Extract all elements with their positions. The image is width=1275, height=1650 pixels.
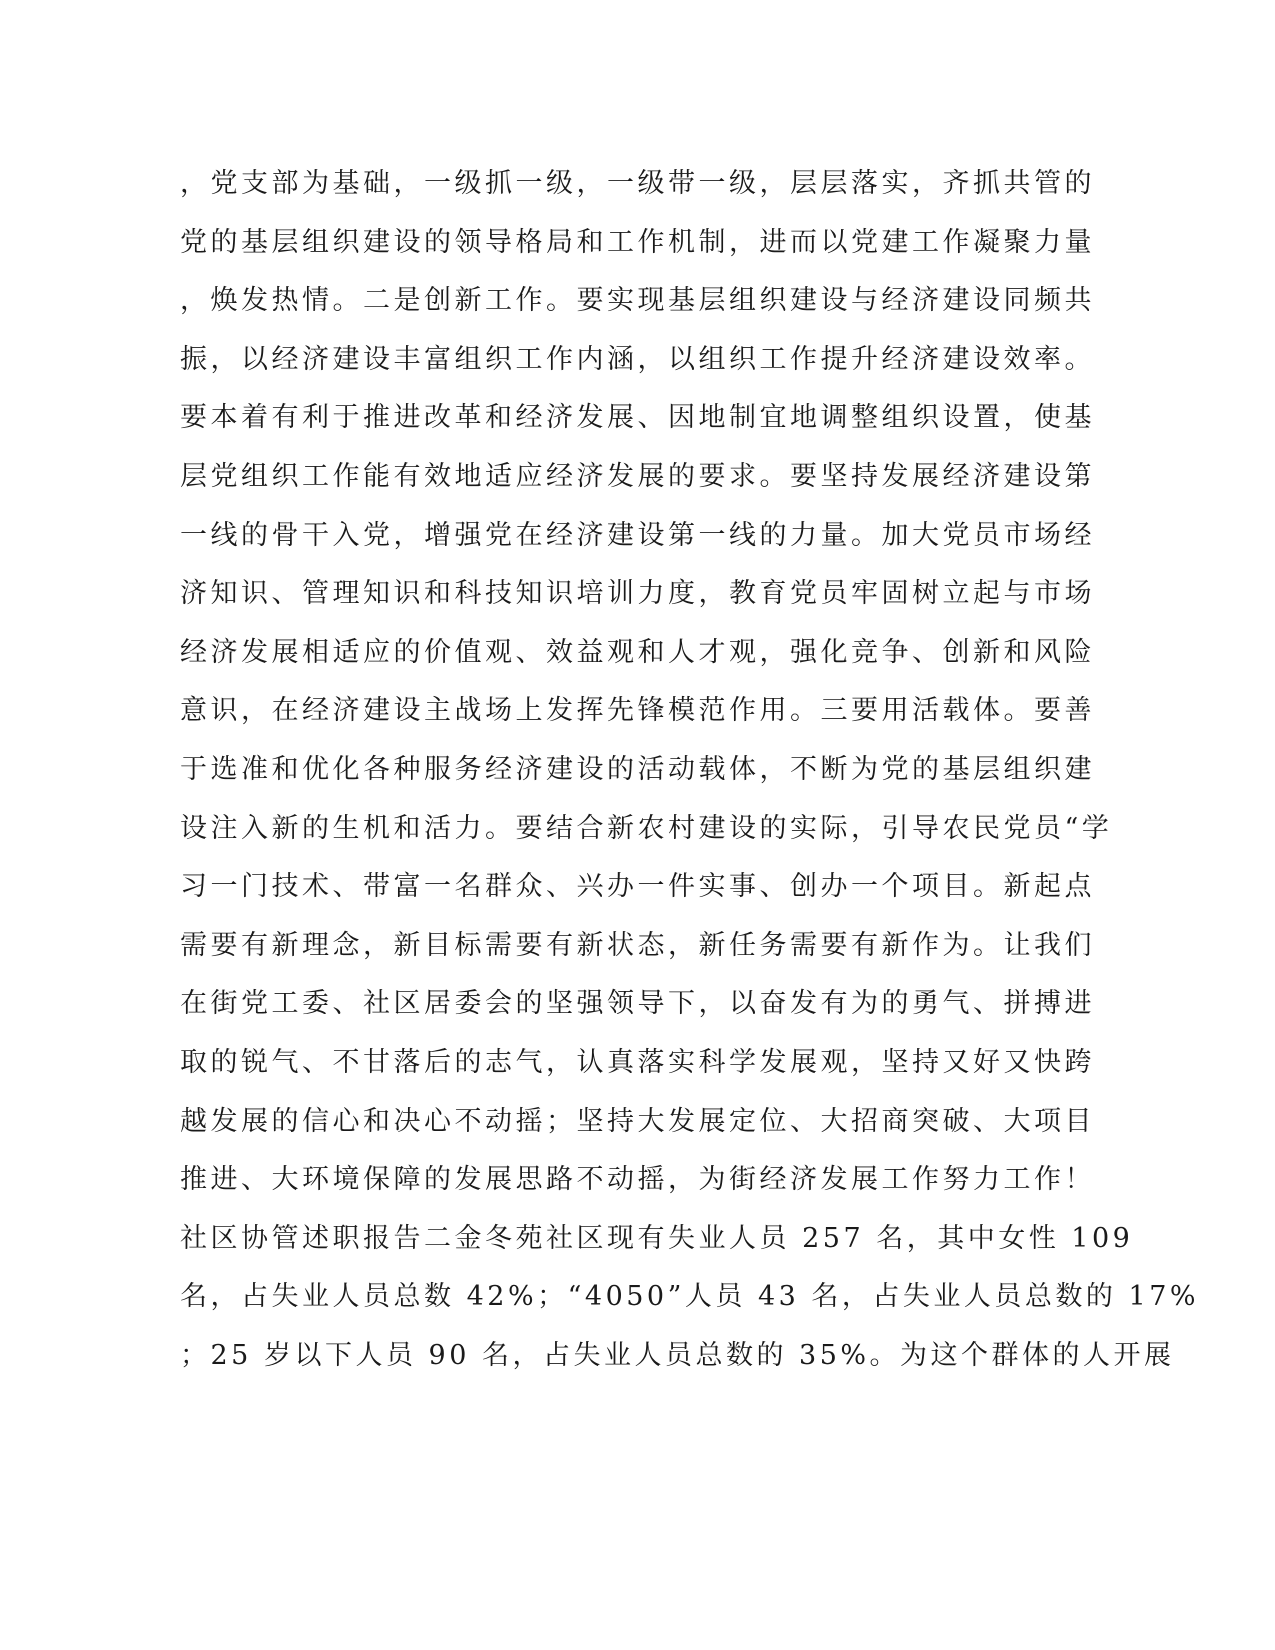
text-line: 一线的骨干入党，增强党在经济建设第一线的力量。加大党员市场经 bbox=[180, 519, 1095, 551]
text-line: 越发展的信心和决心不动摇；坚持大发展定位、大招商突破、大项目 bbox=[180, 1105, 1095, 1137]
text-line: 取的锐气、不甘落后的志气，认真落实科学发展观，坚持又好又快跨 bbox=[180, 1046, 1095, 1078]
body-text bbox=[180, 155, 1200, 1385]
text-line: 推进、大环境保障的发展思路不动摇，为街经济发展工作努力工作！ bbox=[180, 1164, 1095, 1196]
text-line: 经济发展相适应的价值观、效益观和人才观，强化竞争、创新和风险 bbox=[180, 636, 1095, 668]
text-line: 设注入新的生机和活力。要结合新农村建设的实际，引导农民党员“学 bbox=[180, 812, 1113, 844]
text-line: 党的基层组织建设的领导格局和工作机制，进而以党建工作凝聚力量 bbox=[180, 226, 1095, 258]
text-line: ；25 岁以下人员 90 名，占失业人员总数的 35%。为这个群体的人开展 bbox=[180, 1339, 1175, 1371]
text-line: 层党组织工作能有效地适应经济发展的要求。要坚持发展经济建设第 bbox=[180, 460, 1095, 492]
text-line: 需要有新理念，新目标需要有新状态，新任务需要有新作为。让我们 bbox=[180, 929, 1095, 961]
text-line: 社区协管述职报告二金冬苑社区现有失业人员 257 名，其中女性 109 bbox=[180, 1222, 1134, 1254]
text-line: 要本着有利于推进改革和经济发展、因地制宜地调整组织设置，使基 bbox=[180, 402, 1095, 434]
text-line: 习一门技术、带富一名群众、兴办一件实事、创办一个项目。新起点 bbox=[180, 871, 1095, 903]
text-line: 于选准和优化各种服务经济建设的活动载体，不断为党的基层组织建 bbox=[180, 753, 1095, 785]
text-line: 济知识、管理知识和科技知识培训力度，教育党员牢固树立起与市场 bbox=[180, 578, 1095, 610]
text-line: 意识，在经济建设主战场上发挥先锋模范作用。三要用活载体。要善 bbox=[180, 695, 1095, 727]
text-line: ，焕发热情。二是创新工作。要实现基层组织建设与经济建设同频共 bbox=[180, 285, 1095, 317]
text-line: 振，以经济建设丰富组织工作内涵，以组织工作提升经济建设效率。 bbox=[180, 343, 1095, 375]
text-line: ，党支部为基础，一级抓一级，一级带一级，层层落实，齐抓共管的 bbox=[180, 168, 1095, 199]
text-line: 名，占失业人员总数 42%；“4050”人员 43 名，占失业人员总数的 17% bbox=[180, 1281, 1200, 1313]
text-line: 在街党工委、社区居委会的坚强领导下，以奋发有为的勇气、拼搏进 bbox=[180, 988, 1095, 1020]
